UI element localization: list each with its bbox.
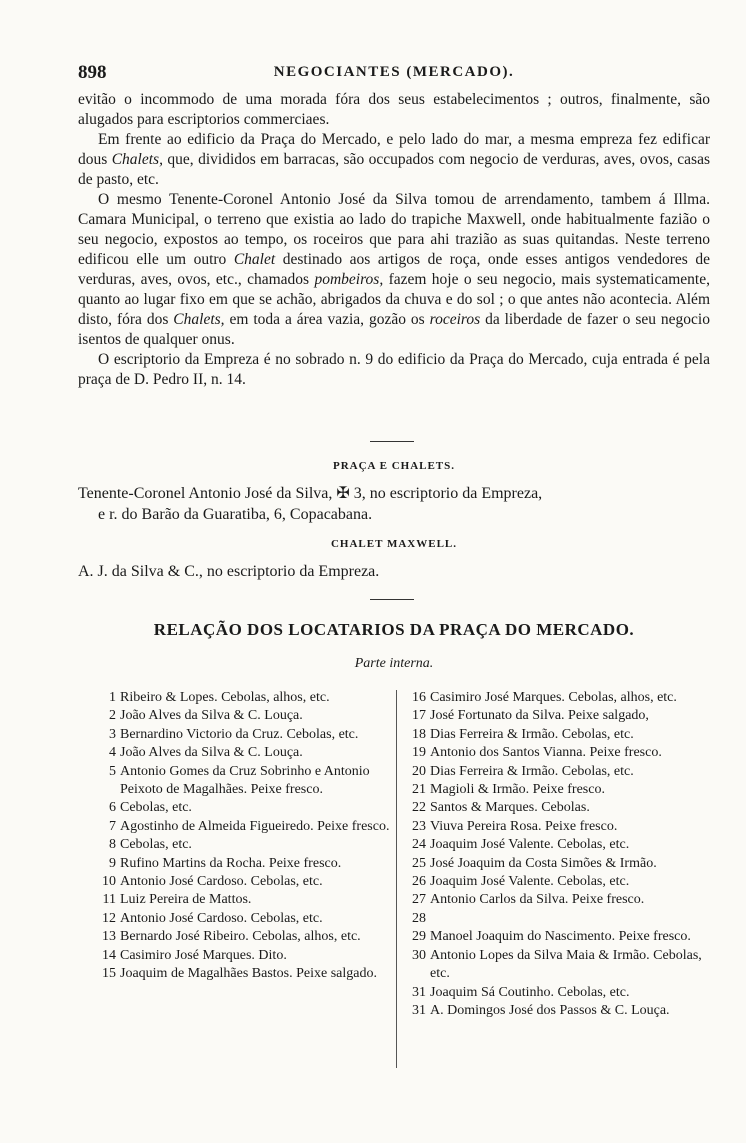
section-heading-maxwell: CHALET MAXWELL.	[330, 538, 458, 550]
list-item	[404, 928, 710, 946]
list-item	[94, 744, 390, 762]
entry-text	[430, 910, 710, 928]
entry-number: 4	[109, 745, 116, 761]
entry-text: Cebolas, etc.	[120, 800, 192, 816]
entry-number: 23	[412, 818, 426, 834]
section-heading-praca: PRAÇA E CHALETS.	[332, 460, 456, 472]
divider	[370, 599, 414, 600]
paragraph-1: evitão o incommodo de uma morada fóra dos seus estabelecimentos ; outros, finalmente, são alugados para escriptorios commerciaes.	[78, 91, 710, 128]
entry-number: 12	[102, 910, 116, 926]
list-item	[94, 947, 390, 965]
list-item	[94, 799, 390, 817]
entry-number: 17	[412, 708, 426, 724]
entry-text: Antonio José Cardoso. Cebolas, etc.	[120, 910, 323, 926]
entry-number: 31	[412, 984, 426, 1000]
entry-text: Joaquim José Valente. Cebolas, etc.	[430, 837, 630, 853]
list-item	[94, 928, 390, 946]
entry-number: 25	[412, 855, 426, 871]
entry-text: Dias Ferreira & Irmão. Cebolas, etc.	[430, 726, 634, 742]
list-item	[404, 707, 710, 725]
entry-text: Casimiro José Marques. Cebolas, alhos, etc.	[430, 690, 677, 705]
list-item	[404, 1002, 710, 1020]
section-subtitle: Parte interna.	[354, 656, 434, 671]
entry-number: 20	[412, 763, 426, 779]
list-item	[404, 891, 710, 909]
entry-number: 31	[412, 1002, 426, 1018]
divider	[370, 441, 414, 442]
entry-number: 11	[102, 892, 116, 908]
left-column	[94, 689, 390, 984]
maxwell-line: A. J. da Silva & C., no escriptorio da Empreza.	[78, 563, 380, 580]
praca-line-2: e r. do Barão da Guaratiba, 6, Copacabana.	[98, 506, 373, 523]
entry-text: José Joaquim da Costa Simões & Irmão.	[430, 855, 657, 871]
list-item	[404, 947, 710, 984]
entry-number: 18	[412, 726, 426, 742]
list-item	[94, 689, 390, 707]
page-number: 898	[78, 62, 107, 83]
entry-number: 10	[102, 874, 116, 890]
praca-line-1: Tenente-Coronel Antonio José da Silva, ✠ 3, no escriptorio da Empreza,	[78, 485, 543, 502]
entry-text: Viuva Pereira Rosa. Peixe fresco.	[430, 818, 618, 834]
list-item	[404, 744, 710, 762]
entry-text: Ribeiro & Lopes. Cebolas, alhos, etc.	[120, 690, 330, 705]
entry-text: Dias Ferreira & Irmão. Cebolas, etc.	[430, 763, 634, 779]
entry-text: Agostinho de Almeida Figueiredo. Peixe fresco.	[120, 818, 390, 834]
list-item	[404, 984, 710, 1002]
list-item	[94, 763, 390, 800]
list-item	[94, 910, 390, 928]
entry-number: 13	[102, 929, 116, 945]
entry-number: 14	[102, 947, 116, 963]
entry-text: Magioli & Irmão. Peixe fresco.	[430, 782, 605, 798]
entry-text: Antonio Gomes da Cruz Sobrinho e Antonio Peixoto de Magalhães. Peixe fresco.	[120, 763, 370, 798]
entry-number: 6	[109, 800, 116, 816]
entry-text: Joaquim Sá Coutinho. Cebolas, etc.	[430, 984, 630, 1000]
cross-icon: ✠	[336, 485, 350, 502]
list-item	[404, 726, 710, 744]
entry-text: Santos & Marques. Cebolas.	[430, 800, 590, 816]
entry-text: José Fortunato da Silva. Peixe salgado,	[430, 708, 649, 724]
paragraph-2: Em frente ao edificio da Praça do Mercado, e pelo lado do mar, a mesma empreza fez edificar dous Chalets, que, divididos em barracas, são occupados com negocio de verduras, aves, ovos, casas de pasto, etc.	[78, 131, 710, 188]
list-item	[404, 799, 710, 817]
list-item	[404, 855, 710, 873]
entry-text: A. Domingos José dos Passos & C. Louça.	[430, 1002, 670, 1018]
entry-number: 30	[412, 947, 426, 963]
entry-number: 15	[102, 966, 116, 982]
running-head: NEGOCIANTES (MERCADO).	[273, 64, 515, 80]
entry-text: Luiz Pereira de Mattos.	[120, 892, 252, 908]
list-item	[94, 818, 390, 836]
entry-number: 9	[109, 855, 116, 871]
list-item	[404, 781, 710, 799]
paragraph-4: O escriptorio da Empreza é no sobrado n. 9 do edificio da Praça do Mercado, cuja entrada é pela praça de D. Pedro II, n. 14.	[78, 351, 710, 388]
entry-number: 27	[412, 892, 426, 908]
entry-text: João Alves da Silva & C. Louça.	[120, 708, 303, 724]
page-header	[78, 62, 710, 86]
list-item	[94, 836, 390, 854]
list-item	[94, 873, 390, 891]
list-item	[94, 891, 390, 909]
right-column	[404, 689, 710, 1020]
body-text	[78, 90, 710, 390]
entry-number: 21	[412, 782, 426, 798]
entry-text: Joaquim José Valente. Cebolas, etc.	[430, 874, 630, 890]
entry-number: 22	[412, 800, 426, 816]
list-item	[404, 873, 710, 891]
entry-text: Antonio dos Santos Vianna. Peixe fresco.	[430, 745, 662, 761]
list-item	[94, 855, 390, 873]
entry-number: 28	[412, 910, 426, 926]
list-item	[404, 836, 710, 854]
list-item	[94, 707, 390, 725]
entry-number: 19	[412, 745, 426, 761]
entry-text: Casimiro José Marques. Dito.	[120, 947, 287, 963]
entry-number: 3	[109, 726, 116, 742]
section-title: RELAÇÃO DOS LOCATARIOS DA PRAÇA DO MERCADO.	[153, 620, 635, 639]
entry-number: 1	[109, 690, 116, 705]
entry-number: 29	[412, 929, 426, 945]
entry-text: Antonio Carlos da Silva. Peixe fresco.	[430, 892, 645, 908]
entry-text: Cebolas, etc.	[120, 837, 192, 853]
entry-number: 24	[412, 837, 426, 853]
entry-number: 26	[412, 874, 426, 890]
entry-text: Manoel Joaquim do Nascimento. Peixe fresco.	[430, 929, 691, 945]
column-divider	[396, 690, 397, 1068]
entry-number: 5	[109, 763, 116, 779]
entry-text: João Alves da Silva & C. Louça.	[120, 745, 303, 761]
entry-number: 16	[412, 690, 426, 705]
entry-text: Antonio Lopes da Silva Maia & Irmão. Cebolas, etc.	[430, 947, 702, 982]
entry-text: Antonio José Cardoso. Cebolas, etc.	[120, 874, 323, 890]
entry-text: Bernardino Victorio da Cruz. Cebolas, etc.	[120, 726, 359, 742]
list-item	[94, 726, 390, 744]
entry-text: Rufino Martins da Rocha. Peixe fresco.	[120, 855, 342, 871]
list-item	[404, 689, 710, 707]
list-item	[404, 763, 710, 781]
list-item	[94, 965, 390, 983]
entry-text: Bernardo José Ribeiro. Cebolas, alhos, etc.	[120, 929, 361, 945]
entry-number: 7	[109, 818, 116, 834]
list-item	[404, 818, 710, 836]
entry-text: Joaquim de Magalhães Bastos. Peixe salgado.	[120, 966, 378, 982]
paragraph-3: O mesmo Tenente-Coronel Antonio José da Silva tomou de arrendamento, tambem á Illma. Camara Municipal, o terreno que existia ao lado do trapiche Maxwell, onde habitualmente fazião o seu negocio, expostos ao tempo, os roceiros que para ahi trazião as suas quitandas. Neste terreno edificou elle um outro Chalet destinado aos artigos de roça, onde esses antigos vendedores de verduras, aves, ovos, etc., chamados pombeiros, fazem hoje o seu negocio, mais systematicamente, quanto ao lugar fixo em que se achão, abrigados da chuva e do sol ; o que antes não acontecia. Além disto, fóra dos Chalets, em toda a área vazia, gozão os roceiros da liberdade de fazer o seu negocio isentos de qualquer onus.	[78, 191, 710, 348]
list-item	[404, 910, 710, 928]
entry-number: 2	[109, 708, 116, 724]
entry-number: 8	[109, 837, 116, 853]
